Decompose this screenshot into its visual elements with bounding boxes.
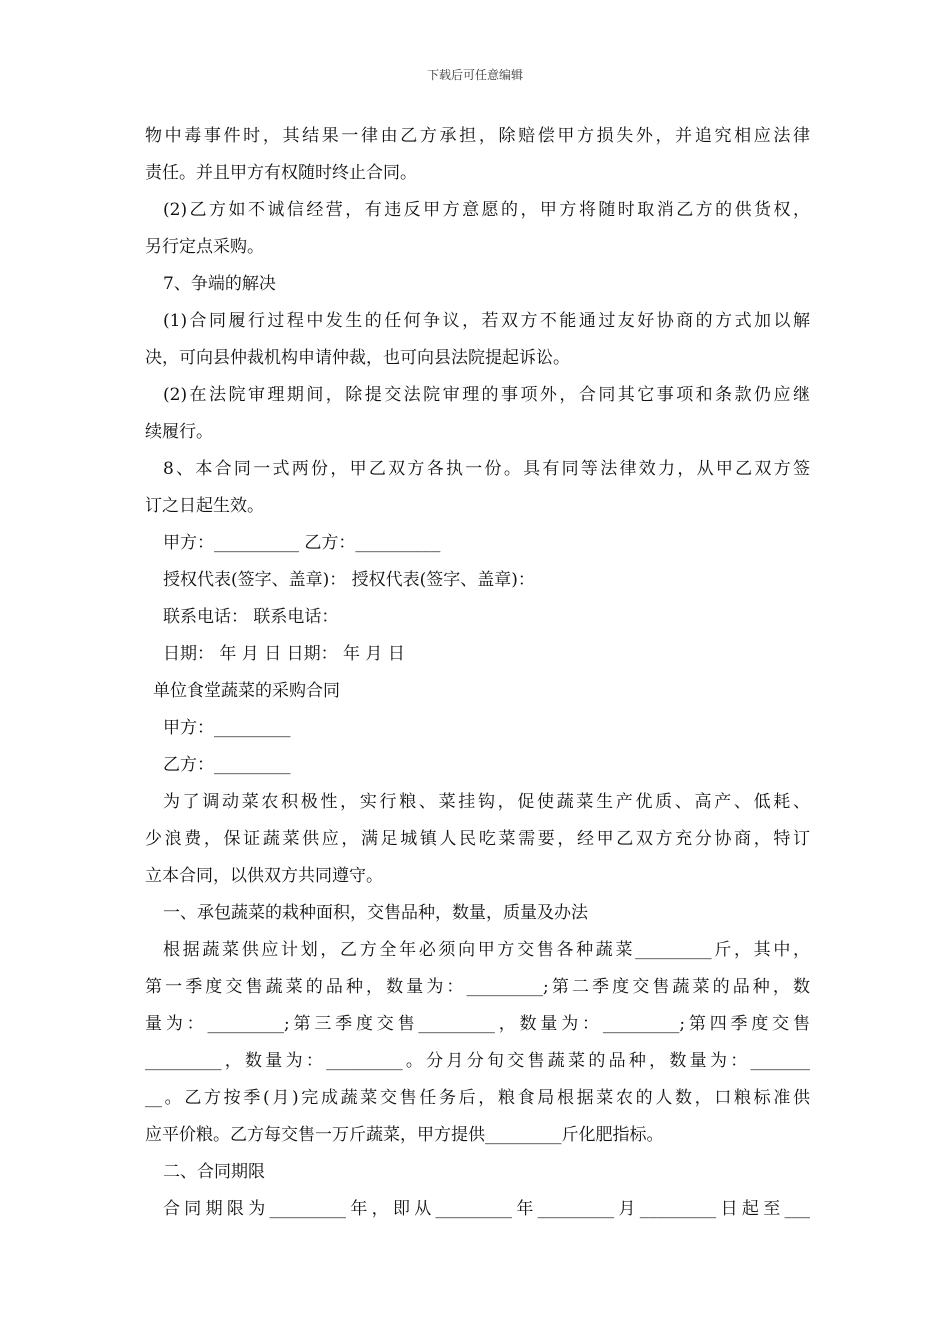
text-line: 一、承包蔬菜的栽种面积，交售品种，数量，质量及办法 bbox=[163, 903, 588, 923]
text-line: 联系电话： 联系电话： bbox=[163, 607, 339, 627]
text-line: (2)乙方如不诚信经营，有违反甲方意愿的，甲方将随时取消乙方的供货权， bbox=[163, 200, 810, 220]
text-line: 责任。并且甲方有权随时终止合同。 bbox=[145, 163, 417, 183]
text-line: 立本合同，以供双方共同遵守。 bbox=[145, 866, 383, 886]
text-line: 续履行。 bbox=[145, 422, 213, 442]
text-line: 甲方：_________ bbox=[163, 718, 291, 738]
text-line: 应平价粮。乙方每交售一万斤蔬菜，甲方提供_________斤化肥指标。 bbox=[145, 1125, 664, 1145]
page-header: 下载后可任意编辑 bbox=[426, 68, 523, 82]
text-line: 另行定点采购。 bbox=[145, 237, 264, 257]
document-body bbox=[145, 118, 810, 1228]
text-line: 决，可向县仲裁机构申请仲裁，也可向县法院提起诉讼。 bbox=[145, 348, 570, 368]
text-line: (1)合同履行过程中发生的任何争议，若双方不能通过友好协商的方式加以解 bbox=[163, 311, 810, 331]
text-line: 日期： 年 月 日 日期： 年 月 日 bbox=[163, 644, 405, 664]
text-line: 物中毒事件时，其结果一律由乙方承担，除赔偿甲方损失外，并追究相应法律 bbox=[145, 126, 810, 146]
text-line: __。乙方按季(月)完成蔬菜交售任务后，粮食局根据菜农的人数，口粮标准供 bbox=[145, 1088, 810, 1108]
text-line: (2)在法院审理期间，除提交法院审理的事项外，合同其它事项和条款仍应继 bbox=[163, 385, 810, 405]
text-line: 甲方：__________ 乙方：__________ bbox=[163, 533, 441, 553]
text-line: 8、本合同一式两份，甲乙双方各执一份。具有同等法律效力，从甲乙双方签 bbox=[163, 459, 810, 479]
text-line: 乙方：_________ bbox=[163, 755, 291, 775]
text-line: 7、争端的解决 bbox=[163, 274, 276, 294]
text-line: 二、合同期限 bbox=[163, 1162, 265, 1182]
text-line: 单位食堂蔬菜的采购合同 bbox=[153, 681, 340, 701]
text-line: 授权代表(签字、盖章)： 授权代表(签字、盖章)： bbox=[163, 570, 535, 590]
text-line: _________，数量为：_________。分月分旬交售蔬菜的品种，数量为：_______ bbox=[145, 1051, 810, 1071]
text-line: 合同期限为_________年，即从_________年_________月_________日起至___ bbox=[163, 1199, 810, 1219]
text-line: 订之日起生效。 bbox=[145, 496, 264, 516]
text-line: 根据蔬菜供应计划，乙方全年必须向甲方交售各种蔬菜_________斤，其中， bbox=[163, 940, 810, 960]
text-line: 为了调动菜农积极性，实行粮、菜挂钩，促使蔬菜生产优质、高产、低耗、 bbox=[163, 792, 810, 812]
text-line: 第一季度交售蔬菜的品种，数量为：_________;第二季度交售蔬菜的品种，数 bbox=[145, 977, 810, 997]
text-line: 少浪费，保证蔬菜供应，满足城镇人民吃菜需要，经甲乙双方充分协商，特订 bbox=[145, 829, 810, 849]
text-line: 量为：_________;第三季度交售_________，数量为：_________;第四季度交售 bbox=[145, 1014, 810, 1034]
